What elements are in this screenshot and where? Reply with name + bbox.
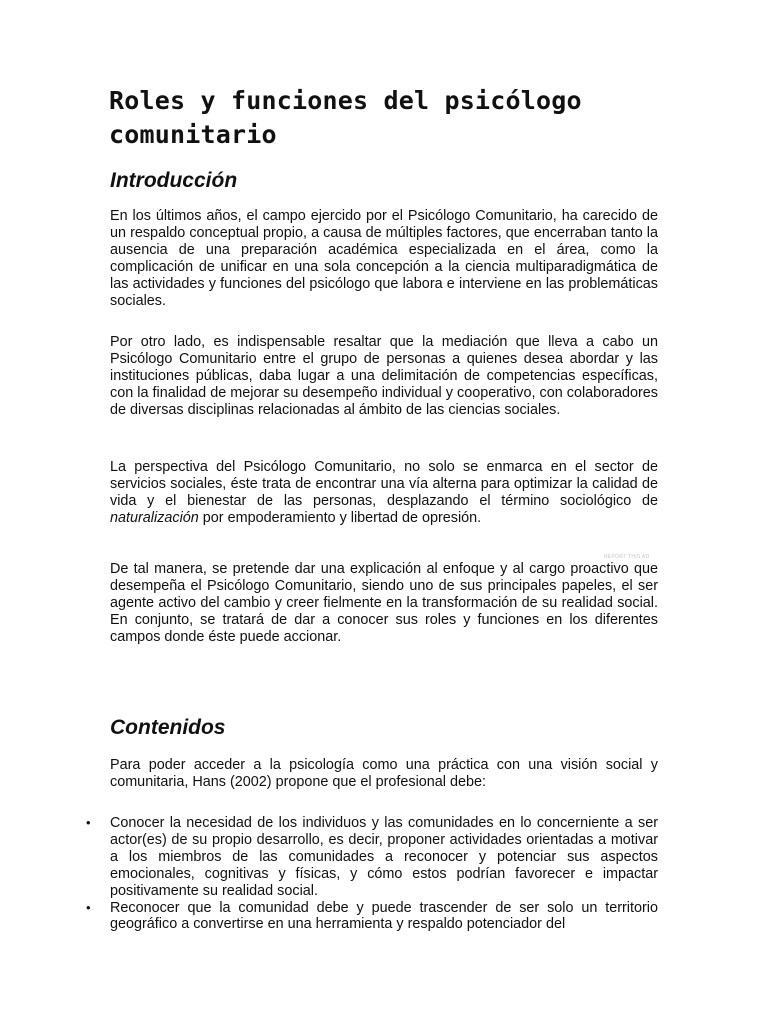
list-item bbox=[86, 815, 658, 900]
intro-paragraph-3-text-after: por empoderamiento y libertad de opresión. bbox=[198, 509, 482, 526]
bullet-icon: • bbox=[86, 815, 91, 830]
list-item-text: Reconocer que la comunidad debe y puede trascender de ser solo un territorio geográfico a convertirse en una herramienta y respaldo potenciador del bbox=[110, 899, 658, 933]
intro-paragraph-3-italic-term: naturalización bbox=[110, 509, 199, 526]
intro-paragraph-3-text-before: La perspectiva del Psicólogo Comunitario, no solo se enmarca en el sector de servicios sociales, éste trata de encontrar una vía alterna para optimizar la calidad de vida y el bienestar de las personas, desplazando el término sociológico de bbox=[110, 459, 658, 509]
intro-paragraph-3 bbox=[110, 459, 658, 527]
bullet-icon: • bbox=[86, 899, 91, 915]
intro-paragraph-2: Por otro lado, es indispensable resaltar que la mediación que lleva a cabo un Psicólogo Comunitario entre el grupo de personas a quienes desea abordar y las instituciones públicas, daba lugar a una delimitación de competencias específicas, con la finalidad de mejorar su desempeño individual y cooperativo, con colaboradores de diversas disciplinas relacionadas al ámbito de las ciencias sociales. bbox=[110, 334, 658, 418]
report-ad-link[interactable]: REPORT THIS AD bbox=[604, 554, 650, 560]
contents-heading: Contenidos bbox=[110, 716, 226, 739]
contents-paragraph-1: Para poder acceder a la psicología como una práctica con una visión social y comunitaria, Hans (2002) propone que el profesional debe: bbox=[110, 757, 658, 790]
intro-heading: Introducción bbox=[110, 169, 238, 192]
document-title: Roles y funciones del psicólogo comunitario bbox=[109, 86, 582, 149]
list-item bbox=[86, 899, 658, 934]
list-item-text: Conocer la necesidad de los individuos y las comunidades en lo concerniente a ser actor(es) de su propio desarrollo, es decir, proponer actividades orientadas a motivar a los miembros de las comunidades a reconocer y potenciar sus aspectos emocionales, cognitivas y físicas, y cómo estos podrían favorecer e impactar positivamente su realidad social. bbox=[110, 815, 658, 899]
intro-paragraph-4: De tal manera, se pretende dar una explicación al enfoque y al cargo proactivo que desempeña el Psicólogo Comunitario, siendo uno de sus principales papeles, el ser agente activo del cambio y creer fielmente en la transformación de su realidad social. En conjunto, se tratará de dar a conocer sus roles y funciones en los diferentes campos donde éste puede accionar. bbox=[110, 561, 658, 645]
contents-bullet-list bbox=[86, 815, 658, 934]
intro-paragraph-1: En los últimos años, el campo ejercido por el Psicólogo Comunitario, ha carecido de un respaldo conceptual propio, a causa de múltiples factores, que encerraban tanto la ausencia de una preparación académica especializada en el área, como la complicación de unificar en una sola concepción a la ciencia multiparadigmática de las actividades y funciones del psicólogo que labora e interviene en las problemáticas sociales. bbox=[110, 208, 658, 309]
